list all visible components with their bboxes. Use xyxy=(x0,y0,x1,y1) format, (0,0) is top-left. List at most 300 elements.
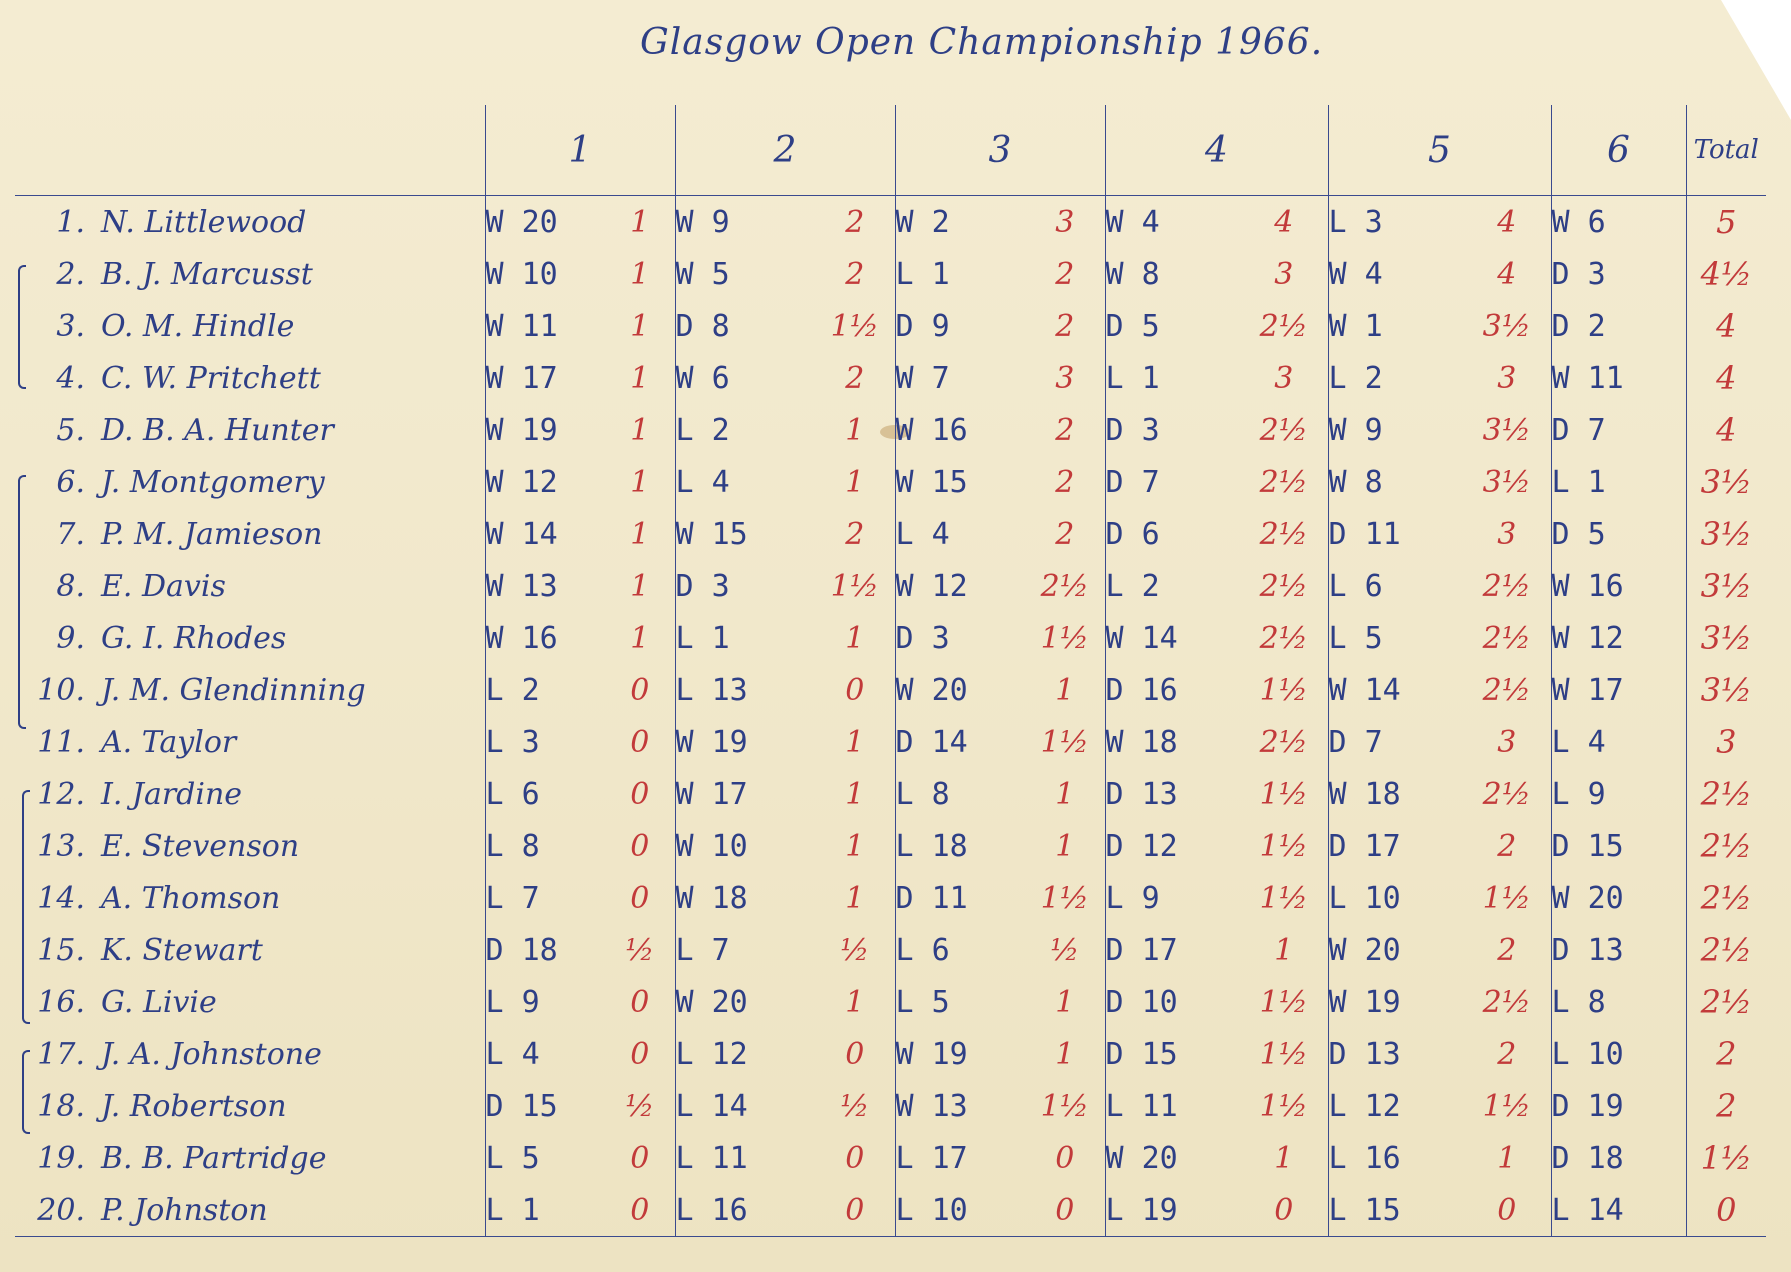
round-result: W 14 xyxy=(485,508,605,560)
running-score: 1 xyxy=(1274,932,1294,968)
running-score: 2 xyxy=(1055,256,1075,292)
player-name-cell xyxy=(15,1132,485,1184)
running-score: 3½ xyxy=(1482,308,1531,344)
round-result: L 1 xyxy=(1551,456,1641,508)
total-score: 3½ xyxy=(1686,508,1766,560)
round-result: D 18 xyxy=(485,924,605,976)
running-score: 1½ xyxy=(1259,984,1308,1020)
total-score: 3½ xyxy=(1686,612,1766,664)
running-score: 1 xyxy=(845,776,865,812)
round-result: L 3 xyxy=(485,716,605,768)
running-score: 0 xyxy=(845,1036,865,1072)
player-number: 12. xyxy=(37,776,85,812)
running-score: 1½ xyxy=(1259,1036,1308,1072)
player-row xyxy=(15,664,1766,716)
player-name-cell xyxy=(15,1028,485,1080)
round-6-spacer xyxy=(1641,404,1686,456)
round-6-spacer xyxy=(1641,196,1686,249)
running-score: 2 xyxy=(1055,308,1075,344)
round-result: W 20 xyxy=(895,664,1025,716)
running-score: 0 xyxy=(630,1140,650,1176)
crosstable xyxy=(15,105,1766,1237)
total-score: 2 xyxy=(1686,1028,1766,1080)
running-score: 0 xyxy=(815,1184,895,1237)
round-6-spacer xyxy=(1641,1132,1686,1184)
running-score: 1½ xyxy=(830,568,879,604)
running-score: 1½ xyxy=(1259,880,1308,916)
round-result: L 5 xyxy=(485,1132,605,1184)
round-result: W 16 xyxy=(1551,560,1641,612)
round-6-spacer xyxy=(1641,664,1686,716)
round-result: D 2 xyxy=(1551,300,1641,352)
player-number: 5. xyxy=(56,412,85,448)
running-score: 0 xyxy=(1463,1184,1551,1237)
round-result: D 14 xyxy=(895,716,1025,768)
running-score: ½ xyxy=(840,1088,870,1124)
round-result: W 20 xyxy=(485,196,605,249)
round-header-5: 5 xyxy=(1328,105,1551,196)
running-score: 1 xyxy=(845,828,865,864)
round-result: W 11 xyxy=(1551,352,1641,404)
running-score: 2½ xyxy=(1259,724,1308,760)
running-score: 1 xyxy=(630,568,650,604)
round-result: W 19 xyxy=(675,716,815,768)
round-result: L 4 xyxy=(895,508,1025,560)
running-score: ½ xyxy=(840,932,870,968)
tie-bracket xyxy=(18,265,26,389)
player-name-cell xyxy=(15,196,485,249)
running-score: 0 xyxy=(630,1036,650,1072)
player-name-cell xyxy=(15,820,485,872)
player-row xyxy=(15,976,1766,1028)
running-score: 1 xyxy=(845,412,865,448)
round-result: D 15 xyxy=(485,1080,605,1132)
total-score: 3½ xyxy=(1686,560,1766,612)
running-score: 1 xyxy=(845,724,865,760)
round-result: W 12 xyxy=(485,456,605,508)
round-header-4: 4 xyxy=(1105,105,1328,196)
player-number: 16. xyxy=(37,984,85,1020)
player-name: P. Johnston xyxy=(101,1192,268,1228)
round-result: D 5 xyxy=(1105,300,1240,352)
torn-corner xyxy=(1721,0,1791,120)
total-score: 3½ xyxy=(1686,456,1766,508)
round-header-2: 2 xyxy=(675,105,895,196)
player-number: 8. xyxy=(56,568,85,604)
round-result: D 8 xyxy=(675,300,815,352)
player-row xyxy=(15,820,1766,872)
running-score: 0 xyxy=(1240,1184,1328,1237)
round-result: W 18 xyxy=(675,872,815,924)
running-score: 2½ xyxy=(1040,568,1089,604)
running-score: 1½ xyxy=(1040,880,1089,916)
tie-bracket xyxy=(22,790,30,1024)
total-score: 3 xyxy=(1686,716,1766,768)
player-name: J. Robertson xyxy=(101,1088,287,1124)
running-score: 2½ xyxy=(1259,412,1308,448)
total-score: 4 xyxy=(1686,352,1766,404)
round-result: L 14 xyxy=(1551,1184,1641,1237)
player-name-cell xyxy=(15,248,485,300)
player-number: 19. xyxy=(37,1140,85,1176)
round-result: D 11 xyxy=(1328,508,1463,560)
running-score: 0 xyxy=(630,828,650,864)
round-result: W 4 xyxy=(1328,248,1463,300)
running-score: 4 xyxy=(1497,204,1517,240)
total-score: 1½ xyxy=(1686,1132,1766,1184)
running-score: 1 xyxy=(1055,984,1075,1020)
round-result: W 16 xyxy=(895,404,1025,456)
running-score: 1½ xyxy=(1040,724,1089,760)
running-score: 3 xyxy=(1497,724,1517,760)
player-name-cell xyxy=(15,508,485,560)
total-score: 2 xyxy=(1686,1080,1766,1132)
round-header-6: 6 xyxy=(1551,105,1686,196)
running-score: 3 xyxy=(1055,204,1075,240)
player-name: C. W. Pritchett xyxy=(101,360,321,396)
round-6-spacer xyxy=(1641,248,1686,300)
player-name-cell xyxy=(15,560,485,612)
player-name: I. Jardine xyxy=(101,776,243,812)
round-result: L 10 xyxy=(1328,872,1463,924)
round-result: L 2 xyxy=(1328,352,1463,404)
running-score: 2 xyxy=(1497,828,1517,864)
running-score: 1½ xyxy=(1259,1088,1308,1124)
round-result: L 11 xyxy=(1105,1080,1240,1132)
round-6-spacer xyxy=(1641,716,1686,768)
round-6-spacer xyxy=(1641,456,1686,508)
player-name-cell xyxy=(15,404,485,456)
round-result: W 10 xyxy=(485,248,605,300)
round-result: W 14 xyxy=(1105,612,1240,664)
round-result: L 16 xyxy=(1328,1132,1463,1184)
round-result: D 3 xyxy=(1551,248,1641,300)
running-score: 1 xyxy=(845,464,865,500)
round-6-spacer xyxy=(1641,300,1686,352)
round-result: L 8 xyxy=(1551,976,1641,1028)
round-6-spacer xyxy=(1641,924,1686,976)
round-result: W 12 xyxy=(895,560,1025,612)
running-score: 1 xyxy=(630,620,650,656)
running-score: 0 xyxy=(1025,1184,1105,1237)
running-score: 1½ xyxy=(1259,776,1308,812)
running-score: 1½ xyxy=(1040,620,1089,656)
running-score: ½ xyxy=(1050,932,1080,968)
running-score: 2½ xyxy=(1482,776,1531,812)
player-row xyxy=(15,716,1766,768)
round-result: D 17 xyxy=(1105,924,1240,976)
player-name-cell xyxy=(15,768,485,820)
player-row xyxy=(15,924,1766,976)
round-result: W 14 xyxy=(1328,664,1463,716)
round-result: W 10 xyxy=(675,820,815,872)
player-name: P. M. Jamieson xyxy=(101,516,323,552)
player-name-cell xyxy=(15,976,485,1028)
round-result: W 15 xyxy=(895,456,1025,508)
player-number: 7. xyxy=(56,516,85,552)
running-score: 0 xyxy=(630,672,650,708)
round-result: W 13 xyxy=(895,1080,1025,1132)
round-result: L 14 xyxy=(675,1080,815,1132)
player-name: A. Taylor xyxy=(101,724,237,760)
round-result: L 17 xyxy=(895,1132,1025,1184)
round-result: L 12 xyxy=(675,1028,815,1080)
player-name: B. B. Partridge xyxy=(101,1140,327,1176)
player-row xyxy=(15,352,1766,404)
round-result: L 13 xyxy=(675,664,815,716)
player-row xyxy=(15,612,1766,664)
player-name-cell xyxy=(15,352,485,404)
round-result: W 20 xyxy=(1551,872,1641,924)
running-score: 2 xyxy=(1497,932,1517,968)
player-number: 2. xyxy=(56,256,85,292)
running-score: 4 xyxy=(1274,204,1294,240)
player-name-cell xyxy=(15,1080,485,1132)
running-score: 0 xyxy=(845,1140,865,1176)
round-result: W 8 xyxy=(1105,248,1240,300)
running-score: 1 xyxy=(1055,776,1075,812)
running-score: 2 xyxy=(845,360,865,396)
running-score: 2½ xyxy=(1259,308,1308,344)
player-number: 4. xyxy=(56,360,85,396)
round-result: L 6 xyxy=(485,768,605,820)
running-score: 1 xyxy=(1055,1036,1075,1072)
player-number: 17. xyxy=(37,1036,85,1072)
round-6-spacer xyxy=(1641,820,1686,872)
round-result: L 19 xyxy=(1105,1184,1240,1237)
running-score: 2½ xyxy=(1259,620,1308,656)
player-row xyxy=(15,872,1766,924)
round-6-spacer xyxy=(1641,768,1686,820)
running-score: 1 xyxy=(630,256,650,292)
header-row xyxy=(15,105,1766,196)
running-score: 1½ xyxy=(1259,672,1308,708)
round-result: L 6 xyxy=(895,924,1025,976)
round-result: L 10 xyxy=(895,1184,1025,1237)
player-name: B. J. Marcusst xyxy=(101,256,313,292)
round-result: D 18 xyxy=(1551,1132,1641,1184)
running-score: 1 xyxy=(1055,828,1075,864)
running-score: 2½ xyxy=(1259,464,1308,500)
round-6-spacer xyxy=(1641,1080,1686,1132)
round-result: W 13 xyxy=(485,560,605,612)
player-number: 6. xyxy=(56,464,85,500)
round-6-spacer xyxy=(1641,612,1686,664)
round-result: W 2 xyxy=(895,196,1025,249)
running-score: 2½ xyxy=(1482,672,1531,708)
player-name-cell xyxy=(15,300,485,352)
round-6-spacer xyxy=(1641,872,1686,924)
round-result: D 15 xyxy=(1105,1028,1240,1080)
round-result: D 7 xyxy=(1105,456,1240,508)
round-result: W 4 xyxy=(1105,196,1240,249)
round-result: D 3 xyxy=(675,560,815,612)
player-name-cell xyxy=(15,612,485,664)
player-name: N. Littlewood xyxy=(101,204,307,240)
running-score: 2 xyxy=(845,516,865,552)
round-result: D 9 xyxy=(895,300,1025,352)
round-result: W 16 xyxy=(485,612,605,664)
running-score: 1½ xyxy=(1259,828,1308,864)
running-score: 0 xyxy=(1055,1140,1075,1176)
running-score: 1 xyxy=(630,464,650,500)
total-score: 5 xyxy=(1686,196,1766,249)
running-score: 0 xyxy=(630,724,650,760)
round-result: W 7 xyxy=(895,352,1025,404)
round-result: D 3 xyxy=(1105,404,1240,456)
player-row xyxy=(15,1028,1766,1080)
player-name: D. B. A. Hunter xyxy=(101,412,334,448)
round-result: W 8 xyxy=(1328,456,1463,508)
round-result: D 17 xyxy=(1328,820,1463,872)
header-blank xyxy=(15,105,485,196)
player-row xyxy=(15,508,1766,560)
round-result: L 8 xyxy=(485,820,605,872)
round-result: W 12 xyxy=(1551,612,1641,664)
round-result: L 2 xyxy=(485,664,605,716)
round-result: D 13 xyxy=(1105,768,1240,820)
player-row xyxy=(15,1080,1766,1132)
player-name: O. M. Hindle xyxy=(101,308,295,344)
running-score: 1 xyxy=(1497,1140,1517,1176)
running-score: 2 xyxy=(1055,412,1075,448)
player-row xyxy=(15,404,1766,456)
running-score: 1½ xyxy=(1482,880,1531,916)
running-score: 1½ xyxy=(830,308,879,344)
round-result: L 9 xyxy=(1105,872,1240,924)
running-score: 0 xyxy=(630,880,650,916)
round-result: L 1 xyxy=(895,248,1025,300)
round-result: L 7 xyxy=(485,872,605,924)
round-result: W 17 xyxy=(1551,664,1641,716)
running-score: 1 xyxy=(630,308,650,344)
player-number: 1. xyxy=(56,204,85,240)
player-row xyxy=(15,456,1766,508)
round-result: L 9 xyxy=(1551,768,1641,820)
total-score: 2½ xyxy=(1686,976,1766,1028)
running-score: 1½ xyxy=(1482,1088,1531,1124)
running-score: 2½ xyxy=(1259,516,1308,552)
running-score: 2½ xyxy=(1482,568,1531,604)
round-6-spacer xyxy=(1641,1028,1686,1080)
round-result: W 1 xyxy=(1328,300,1463,352)
round-result: D 11 xyxy=(895,872,1025,924)
player-number: 3. xyxy=(56,308,85,344)
round-6-spacer xyxy=(1641,508,1686,560)
player-name: J. Montgomery xyxy=(101,464,325,500)
round-result: D 16 xyxy=(1105,664,1240,716)
round-result: W 17 xyxy=(485,352,605,404)
player-name: E. Stevenson xyxy=(101,828,300,864)
tie-bracket xyxy=(22,1050,30,1134)
round-result: D 6 xyxy=(1105,508,1240,560)
running-score: ½ xyxy=(625,932,655,968)
player-name-cell xyxy=(15,872,485,924)
player-number: 15. xyxy=(37,932,85,968)
round-result: L 10 xyxy=(1551,1028,1641,1080)
round-result: W 5 xyxy=(675,248,815,300)
player-name: J. M. Glendinning xyxy=(101,672,366,708)
running-score: 2 xyxy=(1055,516,1075,552)
round-result: W 18 xyxy=(1328,768,1463,820)
round-result: D 19 xyxy=(1551,1080,1641,1132)
round-result: L 4 xyxy=(485,1028,605,1080)
round-result: D 10 xyxy=(1105,976,1240,1028)
round-result: W 19 xyxy=(485,404,605,456)
round-result: L 4 xyxy=(675,456,815,508)
player-number: 14. xyxy=(37,880,85,916)
round-6-spacer xyxy=(1641,560,1686,612)
player-name-cell xyxy=(15,924,485,976)
round-result: D 12 xyxy=(1105,820,1240,872)
round-result: W 17 xyxy=(675,768,815,820)
running-score: 1 xyxy=(630,360,650,396)
round-result: D 5 xyxy=(1551,508,1641,560)
round-result: D 3 xyxy=(895,612,1025,664)
total-score: 0 xyxy=(1686,1184,1766,1237)
running-score: 2 xyxy=(845,256,865,292)
round-result: L 1 xyxy=(485,1184,605,1237)
running-score: 1 xyxy=(845,984,865,1020)
player-name-cell xyxy=(15,716,485,768)
round-result: W 9 xyxy=(1328,404,1463,456)
round-result: W 9 xyxy=(675,196,815,249)
player-row xyxy=(15,196,1766,249)
round-header-1: 1 xyxy=(485,105,675,196)
round-result: L 18 xyxy=(895,820,1025,872)
total-score: 2½ xyxy=(1686,872,1766,924)
round-result: W 18 xyxy=(1105,716,1240,768)
running-score: 0 xyxy=(630,984,650,1020)
player-name: G. I. Rhodes xyxy=(101,620,287,656)
running-score: 1 xyxy=(845,620,865,656)
total-score: 4 xyxy=(1686,300,1766,352)
running-score: 2½ xyxy=(1482,620,1531,656)
round-result: L 5 xyxy=(1328,612,1463,664)
running-score: 0 xyxy=(605,1184,675,1237)
round-result: W 20 xyxy=(1328,924,1463,976)
round-6-spacer xyxy=(1641,976,1686,1028)
running-score: 1 xyxy=(630,516,650,552)
round-result: L 7 xyxy=(675,924,815,976)
player-name: K. Stewart xyxy=(101,932,263,968)
round-result: W 6 xyxy=(1551,196,1641,249)
round-6-spacer xyxy=(1641,1184,1686,1237)
player-name: J. A. Johnstone xyxy=(101,1036,322,1072)
running-score: 3½ xyxy=(1482,412,1531,448)
total-score: 2½ xyxy=(1686,820,1766,872)
running-score: 3 xyxy=(1497,360,1517,396)
player-row xyxy=(15,1184,1766,1237)
round-header-3: 3 xyxy=(895,105,1105,196)
round-result: W 6 xyxy=(675,352,815,404)
player-number: 10. xyxy=(37,672,85,708)
player-number: 20. xyxy=(37,1192,85,1228)
player-number: 11. xyxy=(37,724,85,760)
player-name-cell xyxy=(15,456,485,508)
running-score: 3 xyxy=(1497,516,1517,552)
running-score: 3½ xyxy=(1482,464,1531,500)
round-result: L 1 xyxy=(675,612,815,664)
round-result: L 12 xyxy=(1328,1080,1463,1132)
round-result: D 13 xyxy=(1551,924,1641,976)
running-score: 1 xyxy=(1055,672,1075,708)
running-score: 2 xyxy=(845,204,865,240)
player-row xyxy=(15,1132,1766,1184)
round-result: D 13 xyxy=(1328,1028,1463,1080)
running-score: 3 xyxy=(1274,256,1294,292)
round-result: W 20 xyxy=(675,976,815,1028)
